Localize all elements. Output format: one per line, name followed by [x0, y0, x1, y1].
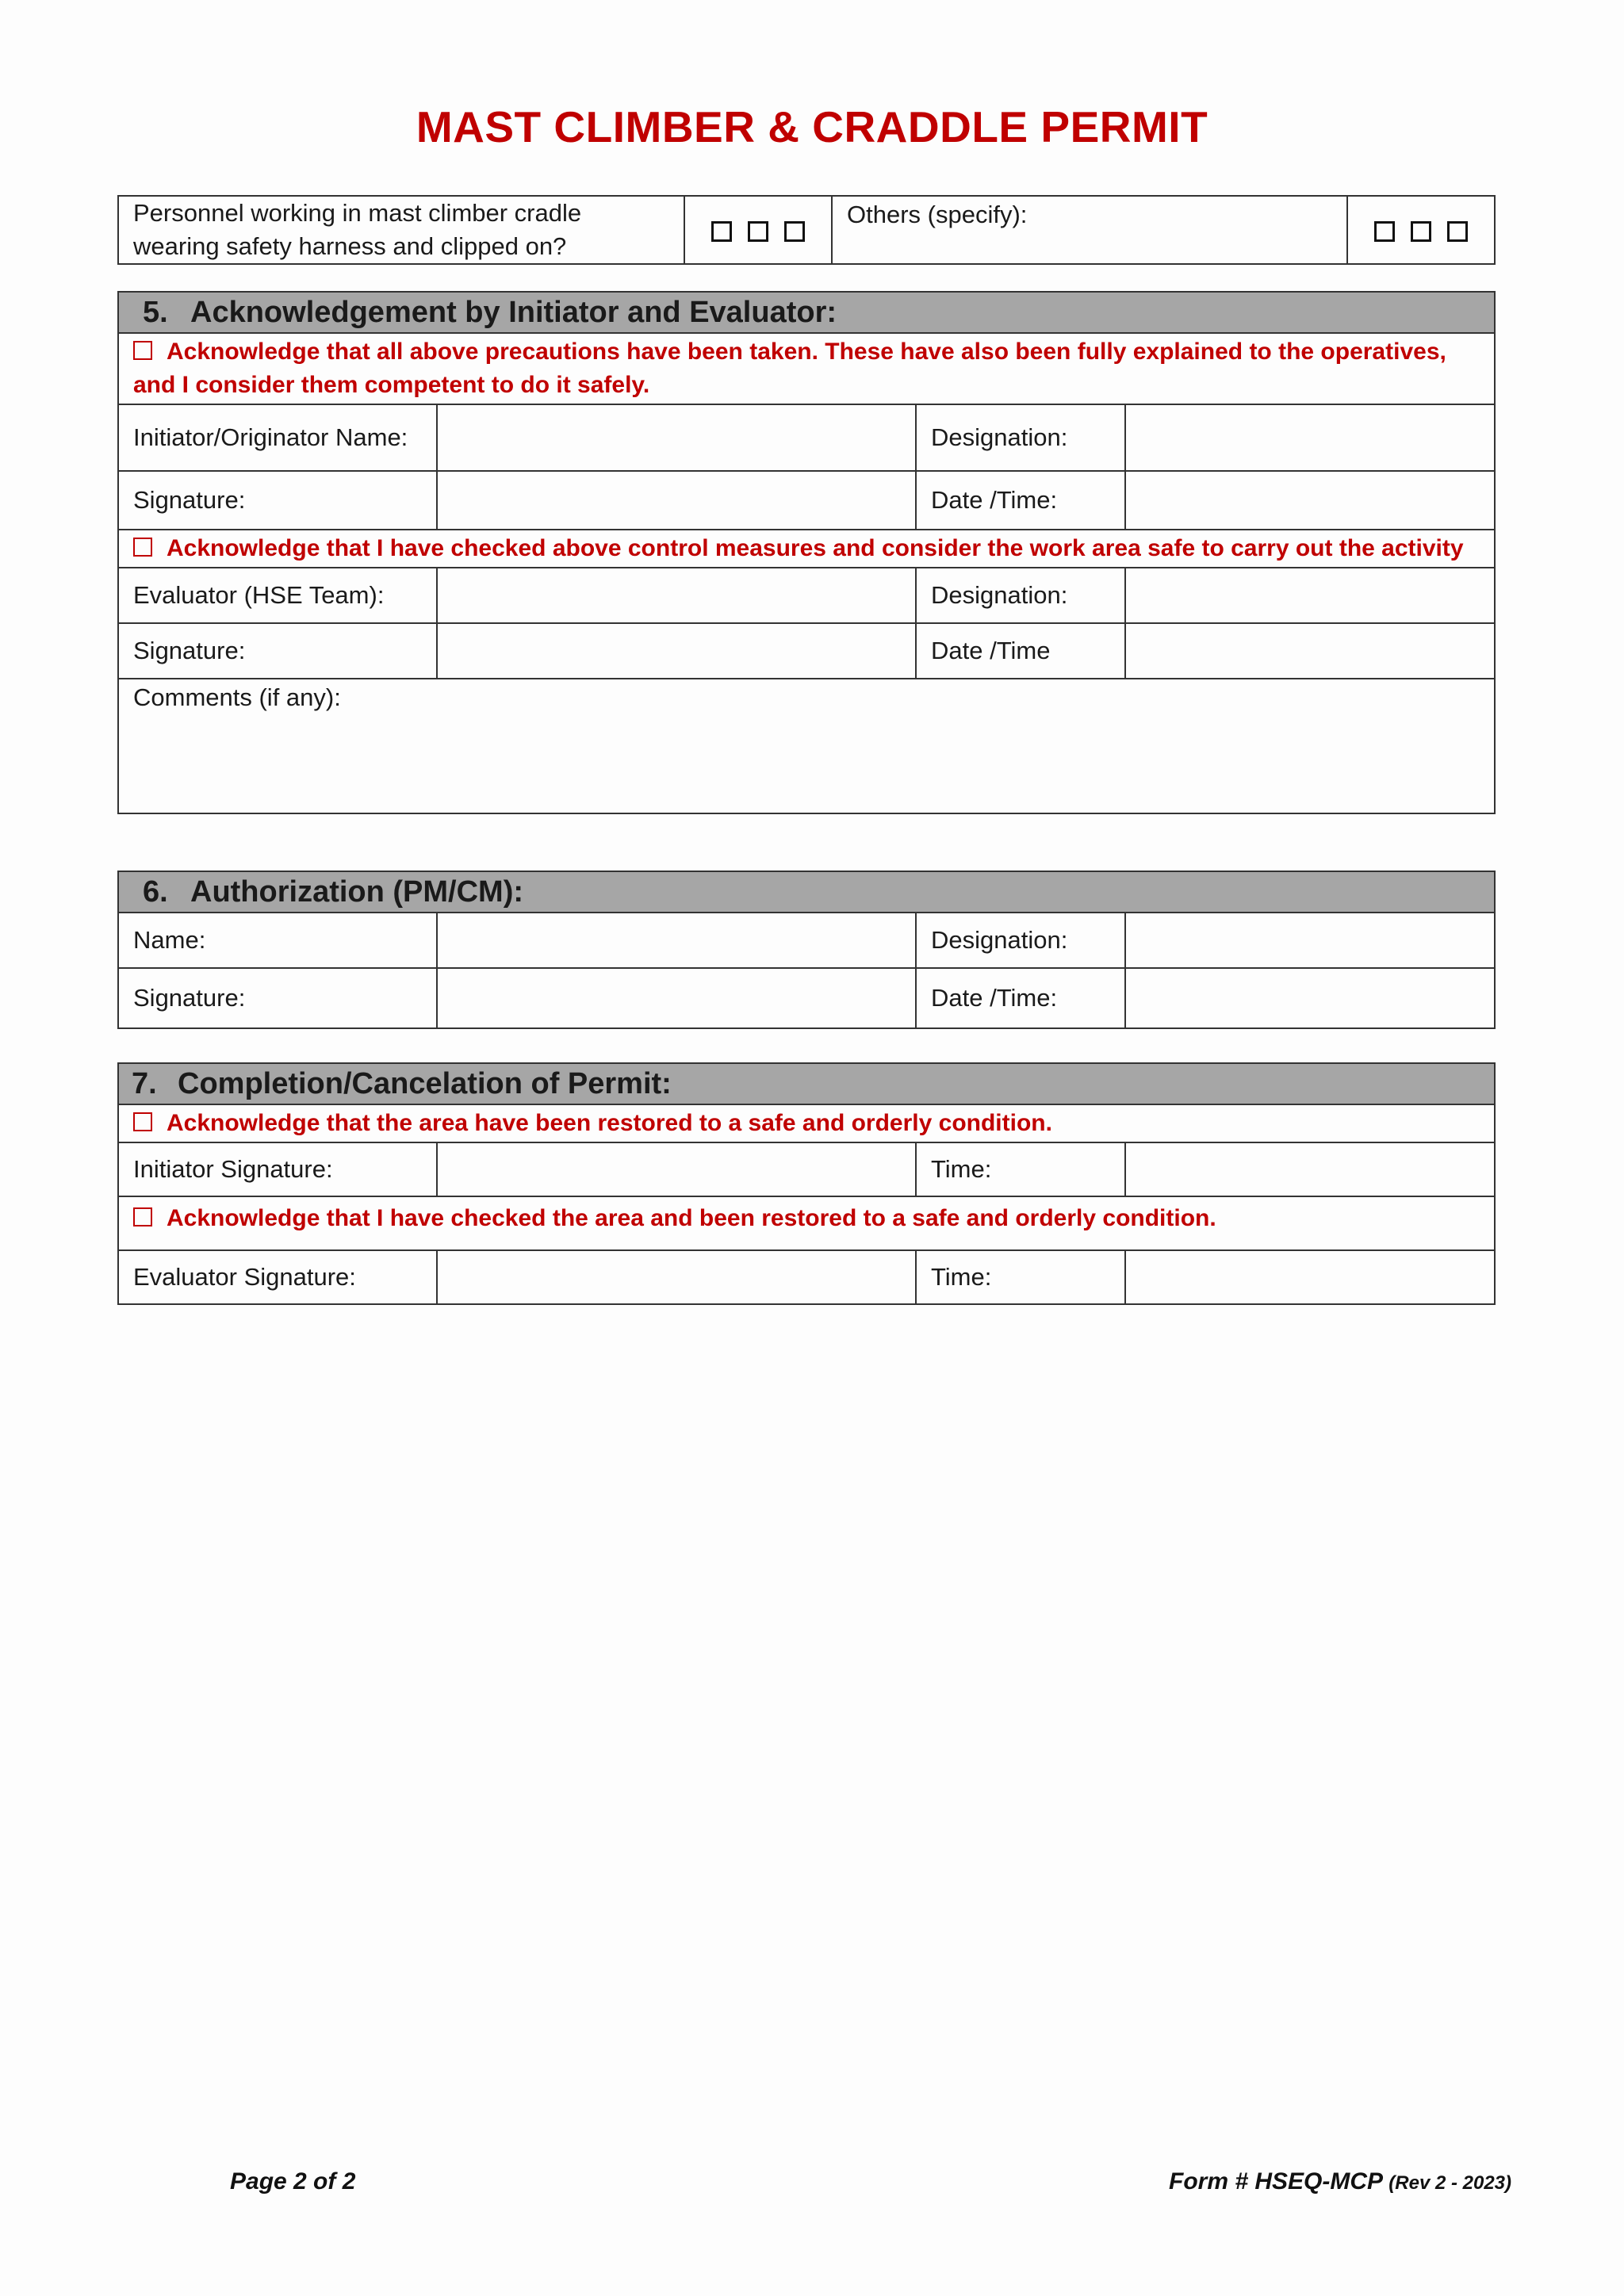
checkbox[interactable]	[133, 1207, 152, 1226]
checkbox[interactable]	[133, 538, 152, 557]
checkbox[interactable]	[711, 221, 732, 242]
evaluator-signature-field[interactable]	[437, 623, 916, 679]
initiator-name-field[interactable]	[437, 404, 916, 471]
designation-label: Designation:	[916, 913, 1125, 968]
page-title: MAST CLIMBER & CRADDLE PERMIT	[416, 102, 1208, 151]
checkbox[interactable]	[748, 221, 768, 242]
page-number: Page 2 of 2	[230, 2168, 356, 2195]
checkbox[interactable]	[1447, 221, 1468, 242]
checkbox[interactable]	[784, 221, 805, 242]
section-7-table	[117, 1062, 1496, 1305]
authorizer-name-field[interactable]	[437, 913, 916, 968]
evaluator-name-field[interactable]	[437, 568, 916, 623]
authorizer-date-field[interactable]	[1125, 968, 1495, 1028]
ack-control-measures[interactable]: Acknowledge that I have checked above control measures and consider the work area safe to carry out the activity	[118, 530, 1495, 568]
section-5-table	[117, 291, 1496, 814]
others-checkboxes	[1347, 196, 1495, 264]
signature-label: Signature:	[118, 623, 437, 679]
signature-label: Signature:	[118, 471, 437, 530]
section-6-header: 6. Authorization (PM/CM):	[118, 871, 1495, 913]
initiator-signature-label: Initiator Signature:	[118, 1142, 437, 1196]
others-label: Others (specify):	[832, 196, 1347, 264]
date-time-label: Date /Time:	[916, 471, 1125, 530]
section-6-table	[117, 871, 1496, 1029]
checkbox[interactable]	[133, 341, 152, 360]
ack-area-restored[interactable]: Acknowledge that the area have been restored to a safe and orderly condition.	[118, 1104, 1495, 1142]
time-label: Time:	[916, 1142, 1125, 1196]
ack-precautions[interactable]: Acknowledge that all above precautions have been taken. These have also been fully explained to the operatives, and I consider them competent to do it safely.	[118, 333, 1495, 404]
initiator-date-field[interactable]	[1125, 471, 1495, 530]
authorizer-designation-field[interactable]	[1125, 913, 1495, 968]
comments-field[interactable]: Comments (if any):	[118, 679, 1495, 813]
signature-label: Signature:	[118, 968, 437, 1028]
completion-initiator-time-field[interactable]	[1125, 1142, 1495, 1196]
section-7-header: 7. Completion/Cancelation of Permit:	[118, 1063, 1495, 1104]
initiator-designation-field[interactable]	[1125, 404, 1495, 471]
name-label: Name:	[118, 913, 437, 968]
time-label: Time:	[916, 1250, 1125, 1304]
harness-question: Personnel working in mast climber cradle wearing safety harness and clipped on?	[118, 196, 684, 264]
ack-area-checked[interactable]: Acknowledge that I have checked the area and been restored to a safe and orderly condition.	[118, 1196, 1495, 1250]
harness-checkboxes	[684, 196, 832, 264]
designation-label: Designation:	[916, 568, 1125, 623]
completion-initiator-signature-field[interactable]	[437, 1142, 916, 1196]
section-5-header: 5. Acknowledgement by Initiator and Evaluator:	[118, 292, 1495, 333]
checkbox[interactable]	[1374, 221, 1395, 242]
checkbox[interactable]	[133, 1112, 152, 1131]
date-time-label: Date /Time:	[916, 968, 1125, 1028]
initiator-signature-field[interactable]	[437, 471, 916, 530]
date-time-label: Date /Time	[916, 623, 1125, 679]
evaluator-label: Evaluator (HSE Team):	[118, 568, 437, 623]
completion-evaluator-signature-field[interactable]	[437, 1250, 916, 1304]
evaluator-date-field[interactable]	[1125, 623, 1495, 679]
harness-check-table	[117, 195, 1496, 265]
form-number: Form # HSEQ-MCP (Rev 2 - 2023)	[1169, 2168, 1512, 2195]
authorizer-signature-field[interactable]	[437, 968, 916, 1028]
checkbox[interactable]	[1411, 221, 1431, 242]
designation-label: Designation:	[916, 404, 1125, 471]
completion-evaluator-time-field[interactable]	[1125, 1250, 1495, 1304]
initiator-name-label: Initiator/Originator Name:	[118, 404, 437, 471]
evaluator-signature-label: Evaluator Signature:	[118, 1250, 437, 1304]
evaluator-designation-field[interactable]	[1125, 568, 1495, 623]
